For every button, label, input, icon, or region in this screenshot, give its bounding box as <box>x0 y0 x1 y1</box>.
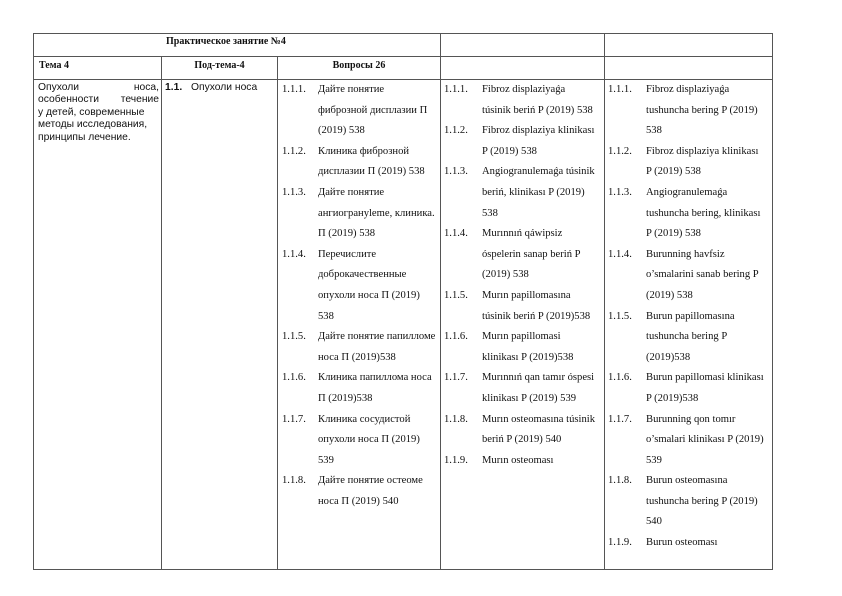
question-number: 1.1.8. <box>608 475 632 487</box>
question-number: 1.1.9. <box>444 454 468 466</box>
question-text: Fibroz displaziyaǵa túsinik beriń P (2019) 538 <box>482 84 593 116</box>
question-number: 1.1.5. <box>444 289 468 301</box>
questions-karakalpak-list <box>441 80 604 471</box>
lesson-title: Практическое занятие №4 <box>166 36 286 47</box>
title-row <box>34 34 773 57</box>
empty-header-cell <box>605 57 773 80</box>
question-item <box>605 183 772 245</box>
question-text: Burun osteomasına tushuncha bering P (2019) 540 <box>646 475 758 528</box>
question-number: 1.1.7. <box>444 372 468 384</box>
question-text: Fibroz displaziya klinikası P (2019) 538 <box>482 125 595 157</box>
topic-header: Тема 4 <box>34 57 162 80</box>
question-item <box>441 410 604 451</box>
question-number: 1.1.2. <box>282 145 306 157</box>
question-number: 1.1.3. <box>282 186 306 198</box>
question-text: Murın osteomasına túsinik beriń P (2019) 540 <box>482 413 595 446</box>
lesson-title-cell <box>34 34 441 57</box>
question-item <box>441 286 604 327</box>
question-item <box>441 162 604 224</box>
question-number: 1.1.3. <box>444 166 468 178</box>
question-item <box>605 142 772 183</box>
question-number: 1.1.4. <box>608 248 632 260</box>
subtopic-header: Под-тема-4 <box>162 57 278 80</box>
question-number: 1.1.7. <box>608 413 632 425</box>
question-number: 1.1.6. <box>608 372 632 384</box>
questions-russian-cell <box>278 80 441 570</box>
question-item <box>441 327 604 368</box>
question-number: 1.1.7. <box>282 413 306 425</box>
content-row <box>34 80 773 570</box>
question-text: Fibroz displaziyaǵa tushuncha bering P (2019) 538 <box>646 84 758 137</box>
question-text: Дайте понятие папилломе носа П (2019)538 <box>318 331 436 363</box>
question-number: 1.1.9. <box>608 537 632 549</box>
questions-russian-list <box>278 80 440 512</box>
question-number: 1.1.5. <box>282 331 306 343</box>
question-item <box>605 533 772 554</box>
column-header-row <box>34 57 773 80</box>
question-item <box>605 471 772 533</box>
empty-header-cell <box>605 34 773 57</box>
question-item <box>441 368 604 409</box>
question-text: Murınnıń qáwipsiz óspelerin sanap beriń P (2019) 538 <box>482 228 581 281</box>
topic-text: носа, <box>133 82 159 93</box>
question-number: 1.1.3. <box>608 186 632 198</box>
question-item <box>605 307 772 369</box>
question-item <box>605 368 772 409</box>
question-item <box>278 368 440 409</box>
empty-header-cell <box>441 57 605 80</box>
question-text: Murın papillomasına túsinik beriń P (2019)538 <box>482 289 591 322</box>
question-text: Burun osteoması <box>646 537 718 549</box>
question-item <box>441 224 604 286</box>
topic-text: течение <box>120 94 159 106</box>
question-text: Burunning qon tomır o’smalari klinikası P (2019) 539 <box>646 413 764 466</box>
question-item <box>278 183 440 245</box>
questions-uzbek-list <box>605 80 772 554</box>
empty-header-cell <box>441 34 605 57</box>
practical-lesson-table <box>33 33 773 570</box>
question-item <box>278 327 440 368</box>
question-item <box>278 245 440 327</box>
topic-cell <box>34 80 162 570</box>
question-text: Burun papillomasi klinikası P (2019)538 <box>646 372 764 404</box>
question-number: 1.1.8. <box>282 475 306 487</box>
question-number: 1.1.1. <box>608 84 632 95</box>
question-item <box>278 410 440 472</box>
question-text: Angiogranulemaǵa tushuncha bering, klinikası P (2019) 538 <box>646 186 761 240</box>
question-number: 1.1.1. <box>282 84 306 95</box>
question-text: Burun papillomasına tushuncha bering P (2019)538 <box>646 310 735 363</box>
question-number: 1.1.5. <box>608 310 632 322</box>
questions-uzbek-cell <box>605 80 773 570</box>
question-number: 1.1.2. <box>444 125 468 137</box>
topic-text: у детей, современные методы исследования, принципы лечение. <box>38 106 148 143</box>
subtopic-cell <box>162 80 278 570</box>
question-text: Клиника папиллома носа П (2019)538 <box>318 372 432 404</box>
question-text: Клиника фиброзной дисплазии П (2019) 538 <box>318 145 425 178</box>
question-text: Murın osteoması <box>482 454 554 466</box>
question-text: Fibroz displaziya klinikası P (2019) 538 <box>646 145 759 178</box>
question-number: 1.1.4. <box>444 228 468 240</box>
question-number: 1.1.6. <box>282 372 306 384</box>
question-number: 1.1.6. <box>444 331 468 343</box>
question-item <box>278 471 440 512</box>
question-text: Murın papillomasi klinikası P (2019)538 <box>482 331 574 363</box>
question-item <box>605 410 772 472</box>
question-item <box>441 80 604 121</box>
question-number: 1.1.8. <box>444 413 468 425</box>
question-text: Angiogranulemaǵa túsinik beriń, klinikası P (2019) 538 <box>482 166 595 219</box>
question-text: Дайте понятие фиброзной дисплазии П (2019) 538 <box>318 84 428 137</box>
topic-text: особенности <box>38 94 99 106</box>
question-item <box>278 142 440 183</box>
question-item <box>441 451 604 472</box>
question-item <box>441 121 604 162</box>
question-text: Дайте понятие ангиогрануleme, клиника. П (2019) 538 <box>318 186 435 240</box>
question-text: Murınnıń qan tamır óspesi klinikası P (2019) 539 <box>482 372 595 404</box>
question-text: Перечислите доброкачественные опухоли носа П (2019) 538 <box>318 248 420 322</box>
question-text: Burunning havfsiz o’smalarini sanab bering P (2019) 538 <box>646 248 759 301</box>
topic-text: Опухоли <box>38 82 80 93</box>
question-item <box>605 80 772 142</box>
question-item <box>605 245 772 307</box>
question-number: 1.1.1. <box>444 84 468 95</box>
subtopic-number: 1.1. <box>165 82 183 93</box>
question-number: 1.1.4. <box>282 248 306 260</box>
question-text: Клиника сосудистой опухоли носа П (2019) 539 <box>318 413 420 466</box>
question-text: Дайте понятие остеоме носа П (2019) 540 <box>318 475 423 507</box>
subtopic-label: Опухоли носа <box>191 82 258 93</box>
question-number: 1.1.2. <box>608 145 632 157</box>
questions-karakalpak-cell <box>441 80 605 570</box>
question-item <box>278 80 440 142</box>
questions-header: Вопросы 26 <box>278 57 441 80</box>
